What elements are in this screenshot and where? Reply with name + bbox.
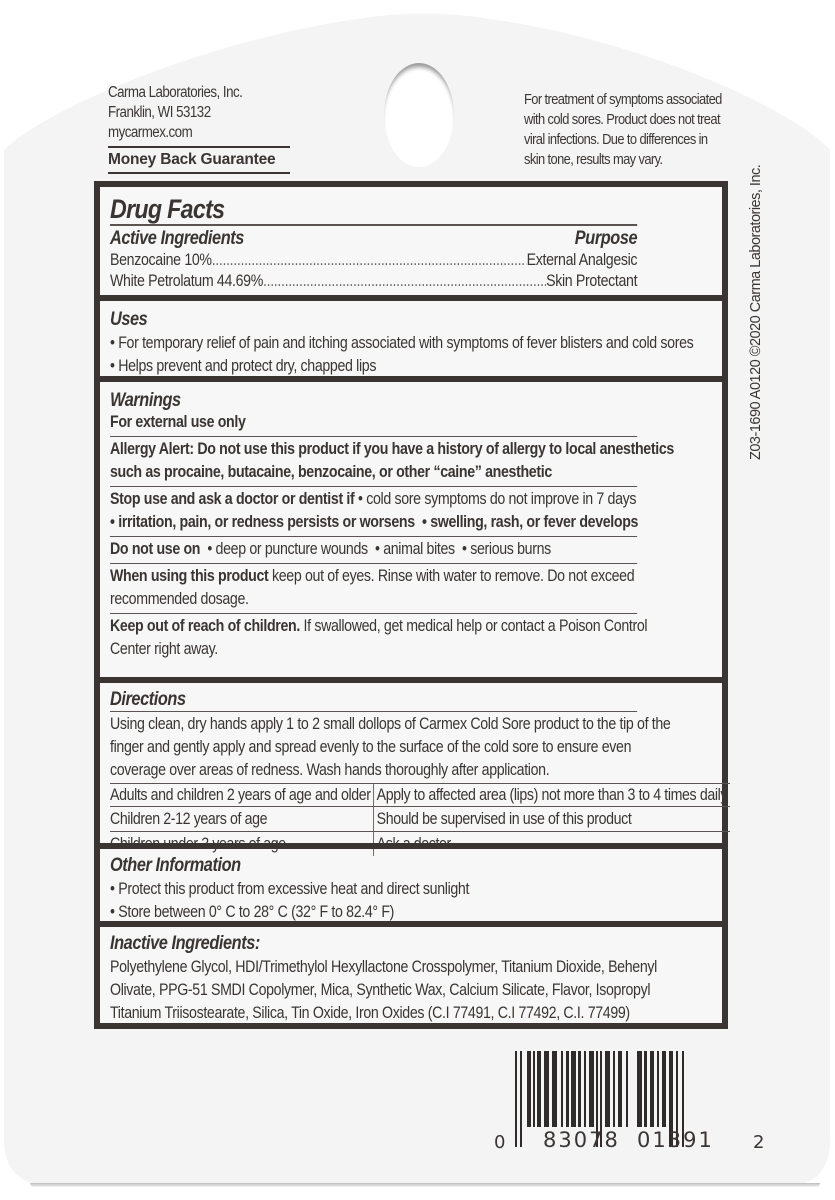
directions-text: Using clean, dry hands apply 1 to 2 small dollops of Carmex Cold Sore product to the tip of the (110, 715, 671, 733)
claim-line: viral infections. Due to differences in (524, 131, 708, 148)
stop-use-warning (110, 486, 637, 536)
claim-line: skin tone, results may vary. (524, 151, 663, 168)
copyright-code: Z03-1690 A0120 ©2020 Carma Laboratories, Inc. (748, 164, 764, 460)
stop-use-label: Stop use and ask a doctor or dentist if (110, 490, 355, 508)
do-not-use-label: Do not use on (110, 540, 201, 558)
directions-heading: Directions (110, 689, 186, 710)
claim-line: with cold sores. Product does not treat (524, 111, 720, 128)
when-using-text: keep out of eyes. Rinse with water to remove. Do not exceed (268, 567, 635, 585)
inactive-ingredients-text: Polyethylene Glycol, HDI/Trimethylol Hexyllactone Crosspolymer, Titanium Dioxide, Behenyl (110, 958, 657, 976)
barcode-check-digit: 2 (753, 1132, 765, 1153)
claim-text (524, 90, 730, 170)
when-using-label: When using this product (110, 567, 269, 585)
ingredient-purpose: External Analgesic (526, 251, 638, 269)
barcode-number-system: 0 (494, 1132, 506, 1153)
card-edge-shadow (30, 1183, 820, 1187)
dosage-instruction: Ask a doctor (374, 832, 730, 857)
when-using-text: recommended dosage. (110, 590, 249, 608)
ingredient-name: White Petrolatum 44.69% (110, 272, 263, 290)
warnings-heading: Warnings (110, 390, 181, 411)
other-information-section (100, 843, 722, 921)
directions-section (100, 677, 728, 853)
stop-use-item: • cold sore symptoms do not improve in 7 days (354, 490, 637, 508)
allergy-text: such as procaine, butacaine, benzocaine, or other “caine” anesthetic (110, 463, 552, 481)
company-city: Franklin, WI 53132 (108, 104, 211, 121)
company-info (108, 83, 242, 143)
do-not-use-warning (110, 536, 637, 563)
inactive-ingredients-text: Titanium Triisostearate, Silica, Tin Oxide, Iron Oxides (C.I 77491, C.I 77492, C.I. 77499) (110, 1004, 630, 1022)
age-group: Adults and children 2 years of age and older (110, 784, 374, 807)
keep-out-text: If swallowed, get medical help or contact a Poison Control (299, 617, 648, 635)
use-item: • For temporary relief of pain and itching associated with symptoms of fever blisters and cold sores (110, 334, 694, 352)
other-information-heading: Other Information (110, 855, 241, 876)
leader-dots (263, 271, 546, 292)
table-row (110, 784, 730, 807)
barcode-left-digits: 83078 (543, 1128, 620, 1152)
directions-text: coverage over areas of redness. Wash hands thoroughly after application. (110, 761, 550, 779)
keep-out-text: Center right away. (110, 640, 218, 658)
stop-use-item: • irritation, pain, or redness persists or worsens (110, 513, 415, 531)
ingredient-row (110, 271, 637, 292)
use-item: • Helps prevent and protect dry, chapped lips (110, 357, 377, 375)
company-name: Carma Laboratories, Inc. (108, 84, 243, 101)
age-group: Children 2-12 years of age (110, 807, 374, 832)
ingredient-purpose: Skin Protectant (546, 272, 638, 290)
uses-heading: Uses (110, 309, 148, 330)
drug-facts-title: Drug Facts (110, 194, 225, 224)
active-ingredients-heading: Active Ingredients (110, 228, 244, 249)
purpose-heading: Purpose (574, 228, 638, 249)
allergy-alert (110, 436, 674, 486)
allergy-text: Allergy Alert: Do not use this product if you have a history of allergy to local anesthetics (110, 440, 674, 458)
directions-text: finger and gently apply and spread evenly to the surface of the cold sore to ensure even (110, 738, 632, 756)
upc-barcode (515, 1051, 753, 1127)
ingredient-row (110, 250, 637, 271)
claim-line: For treatment of symptoms associated (524, 91, 722, 108)
inactive-ingredients-text: Olivate, PPG-51 SMDI Copolymer, Mica, Synthetic Wax, Calcium Silicate, Flavor, Isopropyl (110, 981, 651, 999)
warnings-section (100, 376, 722, 677)
company-website: mycarmex.com (108, 124, 193, 141)
table-row (110, 807, 730, 832)
barcode-right-digits: 01391 (637, 1128, 714, 1152)
inactive-ingredients-heading: Inactive Ingredients: (110, 933, 260, 954)
dosage-instruction: Apply to affected area (lips) not more than 3 to 4 times daily (374, 784, 730, 807)
dosage-instruction: Should be supervised in use of this product (374, 807, 730, 832)
drug-facts-panel (94, 181, 728, 1029)
stop-use-item: • swelling, rash, or fever develops (421, 513, 639, 531)
inactive-ingredients-section (100, 921, 722, 1023)
keep-out-label: Keep out of reach of children. (110, 617, 300, 635)
money-back-guarantee: Money Back Guarantee (108, 146, 290, 174)
active-ingredients-section (100, 187, 722, 295)
other-info-item: • Protect this product from excessive heat and direct sunlight (110, 880, 470, 898)
uses-section (100, 295, 722, 376)
do-not-use-items: • deep or puncture wounds • animal bites • serious burns (200, 540, 551, 558)
when-using-warning (110, 563, 637, 613)
other-info-item: • Store between 0° C to 28° C (32° F to 82.4° F) (110, 903, 395, 921)
age-group: Children under 2 years of age (110, 832, 374, 857)
hang-hole (384, 63, 454, 167)
leader-dots (212, 250, 527, 271)
keep-out-of-reach-warning (110, 613, 648, 663)
external-use-note: For external use only (110, 413, 246, 431)
ingredient-name: Benzocaine 10% (110, 251, 212, 269)
